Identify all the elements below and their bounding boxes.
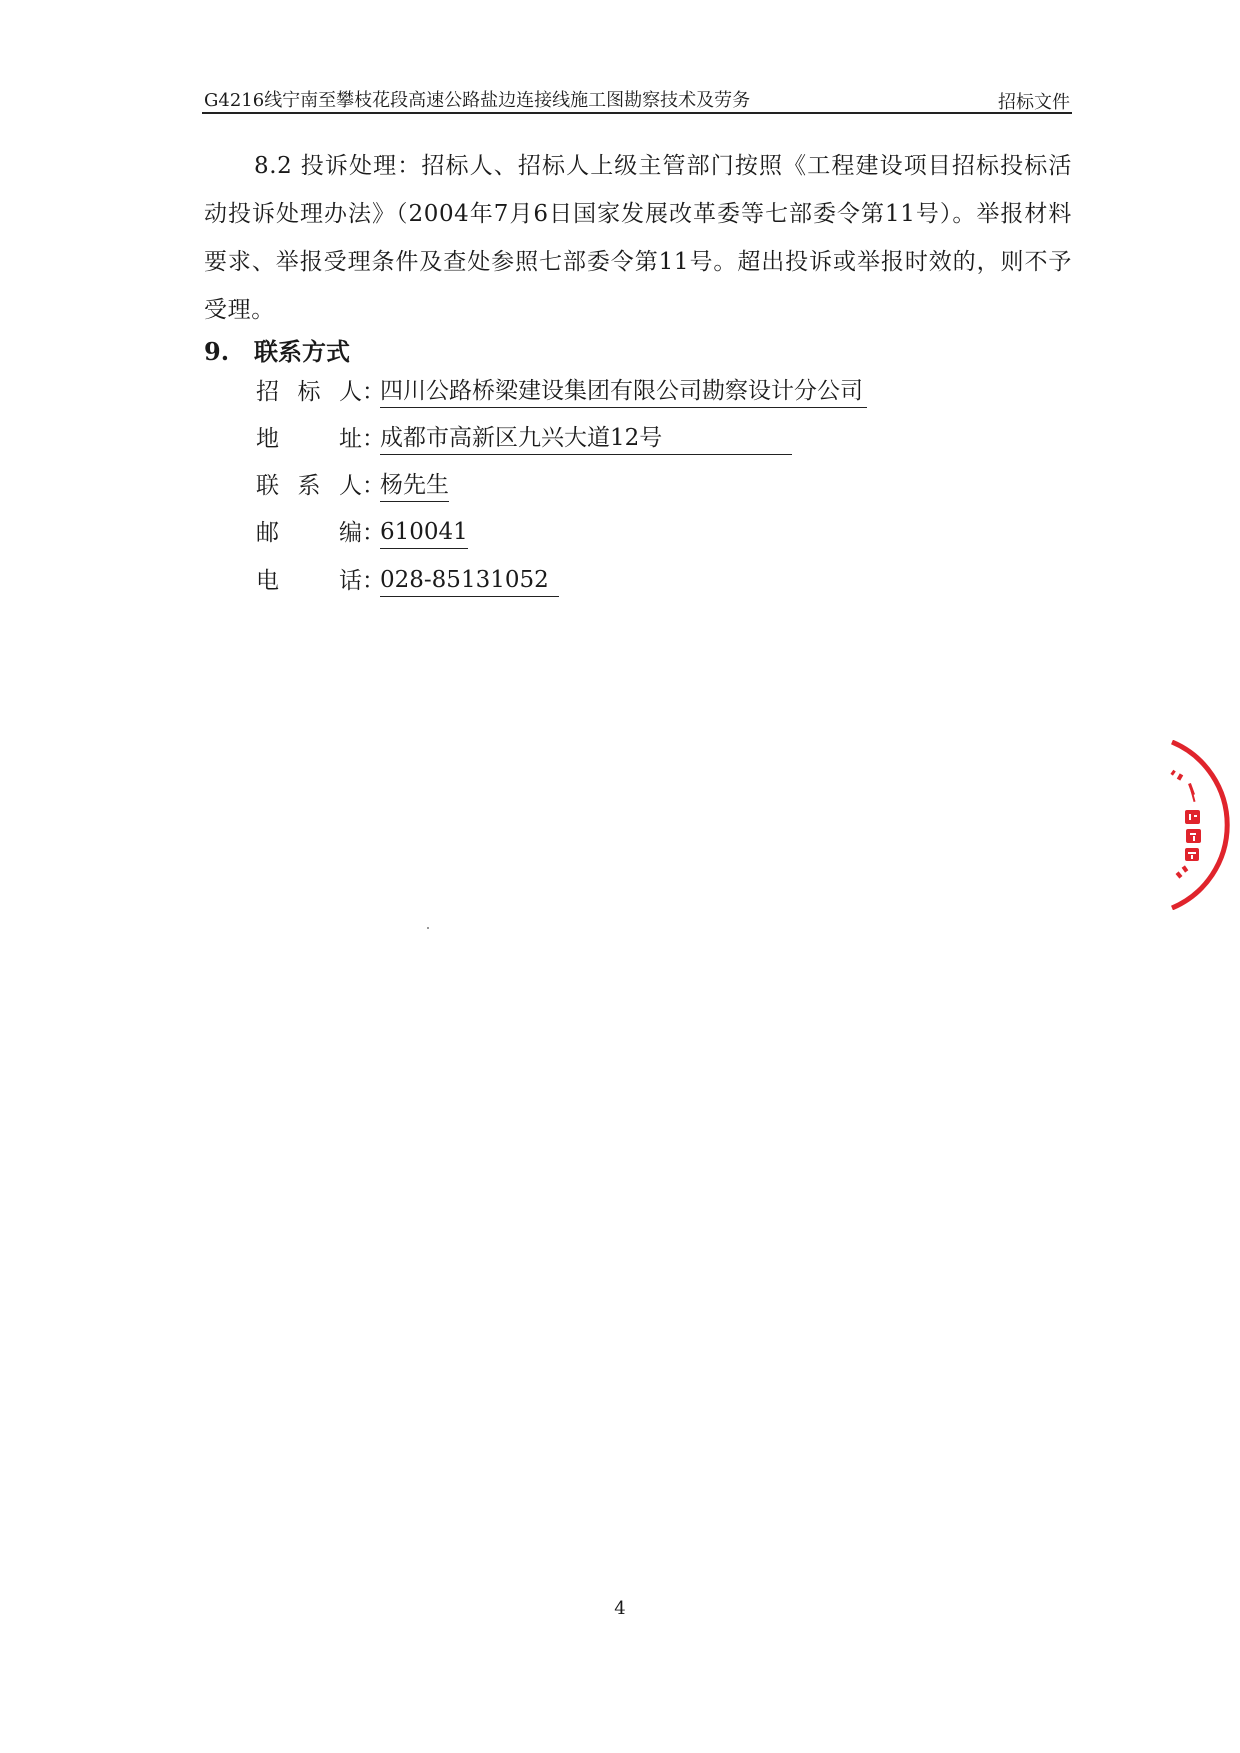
contact-label: 招标人: [256, 379, 362, 405]
page-number: 4: [614, 1598, 626, 1619]
contact-value: 028-85131052: [380, 564, 559, 597]
page-header: [202, 82, 1072, 114]
scan-speck: [427, 927, 429, 929]
contact-label: 地址: [256, 426, 362, 452]
header-doc-type: 招标文件: [998, 92, 1070, 113]
contact-label: 联系人: [256, 473, 362, 499]
contact-value: 杨先生: [380, 469, 449, 502]
company-seal-stamp: [1160, 740, 1240, 910]
contact-row-person: 联系人：杨先生: [256, 469, 449, 503]
section-title: 联系方式: [254, 337, 350, 366]
paragraph-8-2: 8.2 投诉处理：招标人、招标人上级主管部门按照《工程建设项目招标投标活动投诉处理办法》（2004年7月6日国家发展改革委等七部委令第11号）。举报材料要求、举报受理条件及查处参照七部委令第11号。超出投诉或举报时效的，则不予受理。: [204, 153, 1072, 323]
contact-row-postcode: 邮编：610041: [256, 516, 468, 550]
section-9-heading: [204, 332, 350, 367]
contact-value: 成都市高新区九兴大道12号: [380, 422, 792, 455]
contact-row-tenderer: 招标人：四川公路桥梁建设集团有限公司勘察设计分公司: [256, 375, 867, 409]
contact-label: 邮编: [256, 520, 362, 546]
contact-label: 电话: [256, 568, 362, 594]
header-title: G4216线宁南至攀枝花段高速公路盐边连接线施工图勘察技术及劳务: [204, 90, 751, 111]
contact-row-address: 地址：成都市高新区九兴大道12号: [256, 422, 792, 456]
contact-value: 四川公路桥梁建设集团有限公司勘察设计分公司: [380, 375, 867, 408]
contact-value: 610041: [380, 516, 468, 549]
section-number: 9.: [204, 337, 230, 366]
contact-row-phone: 电话：028-85131052: [256, 564, 559, 598]
